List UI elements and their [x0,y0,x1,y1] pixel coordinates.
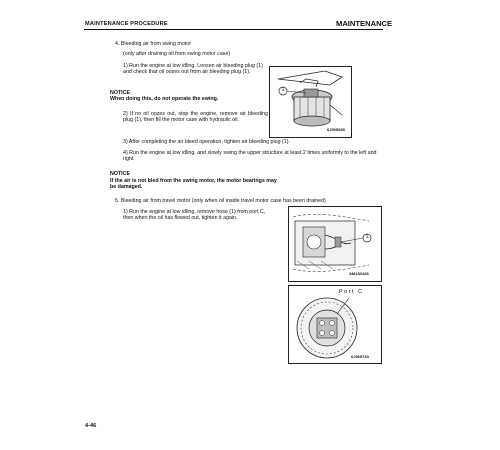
section-4-step-3: 3) After completing the air bleed operation, tighten air bleeding plug (1). [123,139,290,145]
header-rule [84,29,383,30]
section-4-step-1: 1) Run the engine at low idling. Loosen air bleeding plug (1) and check that oil oozes out from air bleeding plug (1). [123,63,263,76]
section-4-step-2: 2) If no oil oozes out, stop the engine, remove air bleeding plug (1), then fill the motor case with hydraulic oil. [123,111,268,124]
section-5-title: 5. Bleeding air from travel motor (only when oil inside travel motor case has been drained) [115,198,326,204]
page-number: 4-46 [85,423,97,429]
travel-motor-figure-caption: AM183428 [349,271,369,276]
section-4-note: (only after draining oil from swing motor case) [123,51,231,57]
header-section-title: MAINTENANCE PROCEDURE [85,21,168,27]
travel-motor-illustration [289,207,381,281]
notice-1-body: When doing this, do not operate the swing. [110,96,219,102]
section-5-step-1: 1) Run the engine at low idling, remove hose (1) from port C, then when the oil has flowed out, tighten it again. [123,209,266,222]
port-c-figure [288,285,382,364]
section-4-title: 4. Bleeding air from swing motor [115,41,191,47]
section-4-step-4: 4) Run the engine at low idling, and slowly swing the upper structure at least 2 times uniformly to the left and right. [123,150,377,163]
header-chapter-title: MAINTENANCE [336,19,393,28]
swing-motor-callout-1: 1 [281,87,285,93]
port-c-label: Port C [339,289,364,295]
swing-motor-figure-caption: 6J905085 [327,127,345,132]
port-c-figure-caption: 6J965733 [351,354,369,359]
notice-2-heading: NOTICE [110,171,131,177]
port-c-illustration [289,286,381,363]
notice-1-heading: NOTICE [110,90,131,96]
travel-motor-callout-1: 1 [365,234,369,240]
swing-motor-figure [269,66,352,138]
travel-motor-figure [288,206,382,282]
notice-2-body: If the air is not bled from the swing motor, the motor bearings may be damaged. [110,178,277,191]
